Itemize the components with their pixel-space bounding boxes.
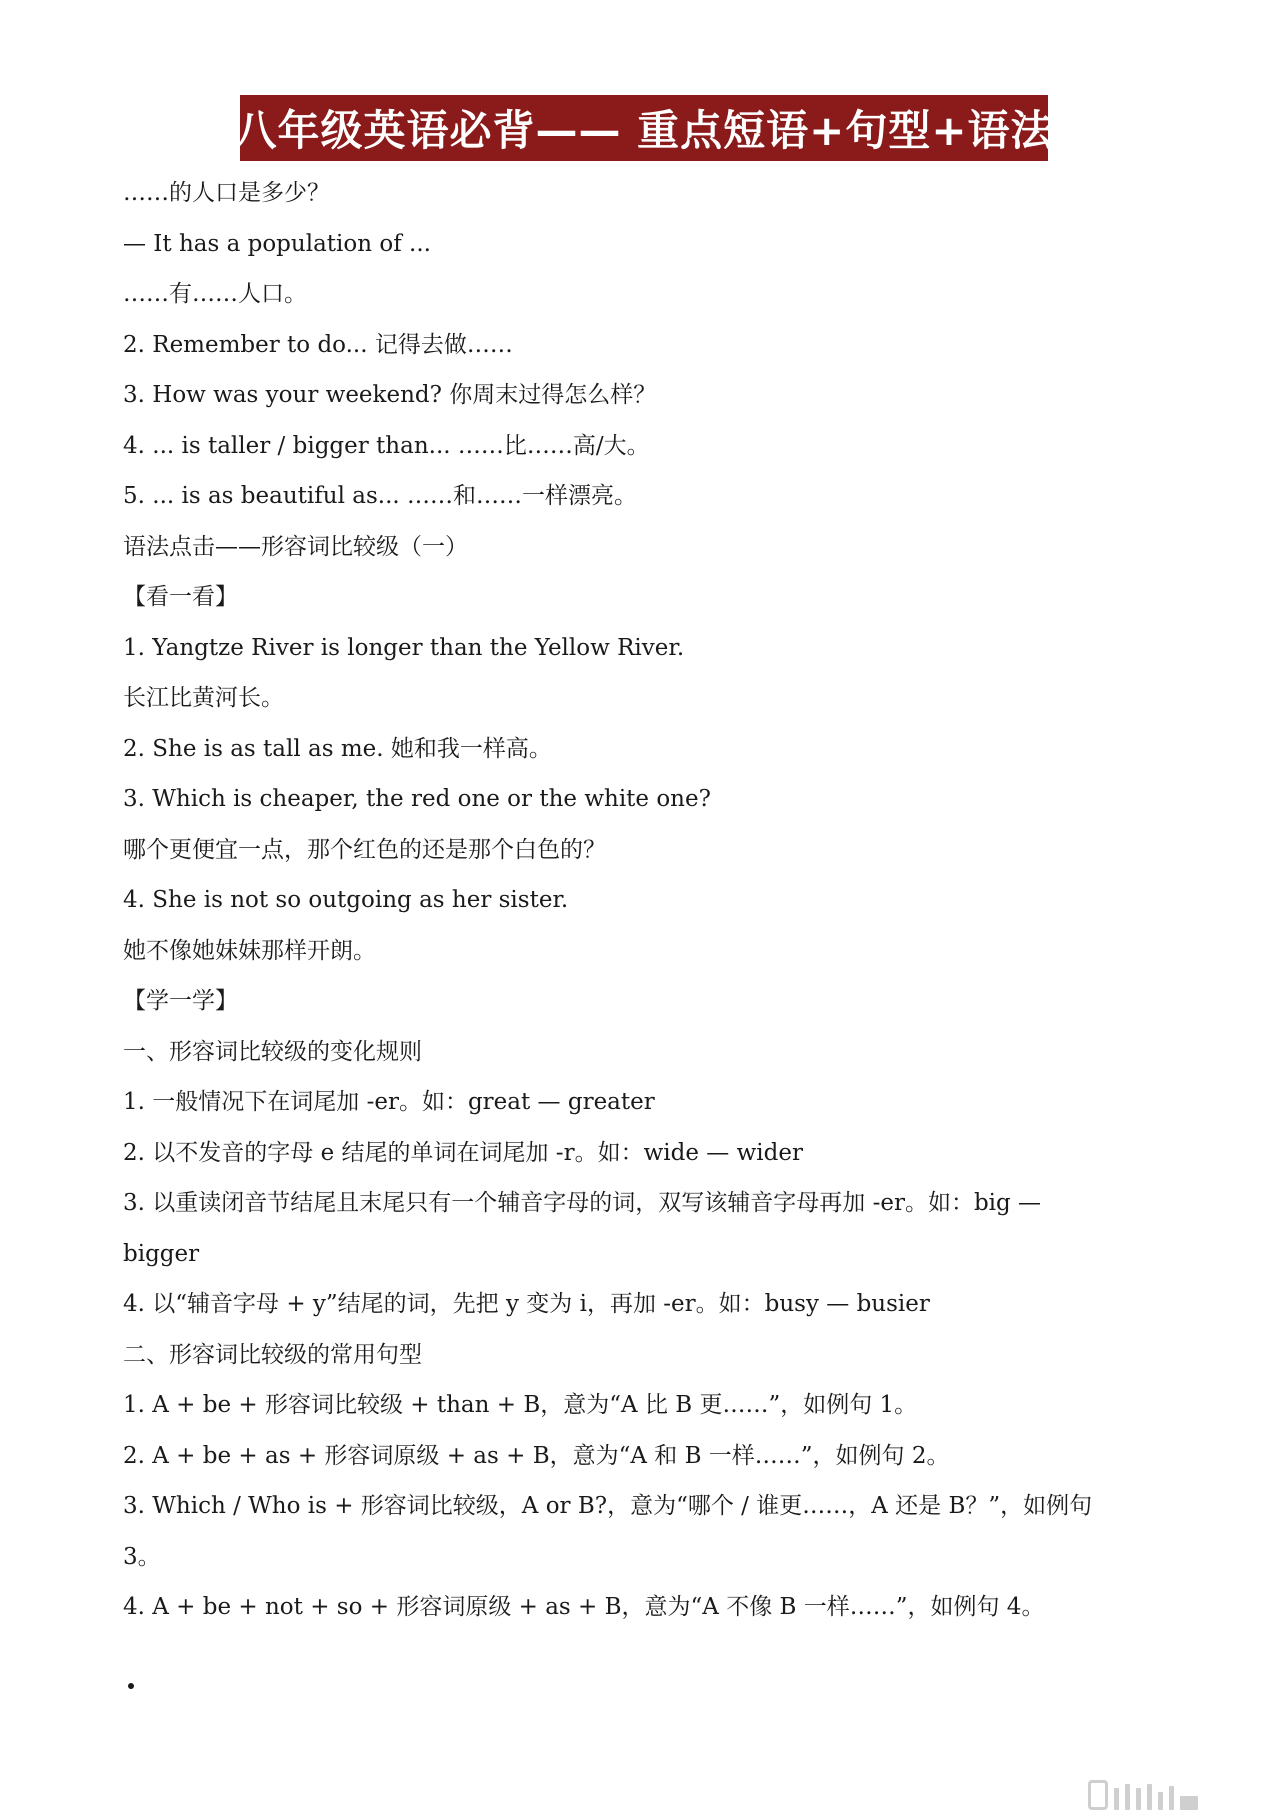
watermark-glyph <box>1125 1784 1130 1810</box>
content-body <box>123 168 1163 1633</box>
watermark-glyph <box>1180 1796 1198 1810</box>
text-line: 1. 一般情况下在词尾加 -er。如：great — greater <box>123 1089 655 1115</box>
text-line: 3. How was your weekend? 你周末过得怎么样？ <box>123 382 657 408</box>
watermark-glyph <box>1136 1788 1141 1810</box>
watermark-glyph <box>1088 1780 1108 1810</box>
text-line: 4. She is not so outgoing as her sister. <box>123 887 569 913</box>
text-line: 2. Remember to do... 记得去做…… <box>123 331 513 358</box>
text-line: 她不像她妹妹那样开朗。 <box>123 937 376 964</box>
watermark-glyph <box>1147 1784 1152 1810</box>
text-line: — It has a population of ... <box>123 230 431 257</box>
watermark-glyph <box>1114 1788 1119 1810</box>
text-line: 3. 以重读闭音节结尾且末尾只有一个辅音字母的词，双写该辅音字母再加 -er。如：big — <box>123 1190 1042 1216</box>
text-line: 哪个更便宜一点，那个红色的还是那个白色的？ <box>123 836 606 863</box>
text-line: 4. ... is taller / bigger than... ……比……高/大。 <box>123 432 650 459</box>
text-line: 2. She is as tall as me. 她和我一样高。 <box>123 735 552 762</box>
text-line: 2. 以不发音的字母 e 结尾的单词在词尾加 -r。如：wide — wider <box>123 1139 803 1166</box>
text-line: 5. ... is as beautiful as... ……和……一样漂亮。 <box>123 483 638 509</box>
text-line: 2. A + be + as + 形容词原级 + as + B，意为“A 和 B 一样……”，如例句 2。 <box>123 1442 950 1469</box>
text-line: 3. Which is cheaper, the red one or the white one? <box>123 786 711 812</box>
text-line: 1. A + be + 形容词比较级 + than + B，意为“A 比 B 更……”，如例句 1。 <box>123 1392 918 1418</box>
watermark-glyph <box>1158 1792 1163 1810</box>
bullet-dot <box>128 1683 134 1689</box>
section-heading: 【学一学】 <box>123 988 238 1014</box>
text-line: 长江比黄河长。 <box>123 685 284 711</box>
section-heading: 二、形容词比较级的常用句型 <box>123 1341 422 1368</box>
text-line: ……的人口是多少？ <box>123 180 330 206</box>
text-line: 3. Which / Who is + 形容词比较级，A or B?，意为“哪个 / 谁更……，A 还是 B？”，如例句 <box>123 1493 1093 1519</box>
text-line: ……有……人口。 <box>123 281 307 307</box>
section-heading: 一、形容词比较级的变化规则 <box>123 1038 422 1065</box>
section-heading: 语法点击——形容词比较级（一） <box>123 533 468 560</box>
watermark-icons <box>1088 1780 1198 1810</box>
section-heading: 【看一看】 <box>123 584 238 610</box>
text-line: 4. 以“辅音字母 + y”结尾的词，先把 y 变为 i，再加 -er。如：busy — busier <box>123 1291 930 1317</box>
text-line: bigger <box>123 1240 200 1267</box>
text-line: 4. A + be + not + so + 形容词原级 + as + B，意为“A 不像 B 一样……”，如例句 4。 <box>123 1594 1045 1620</box>
text-line: 1. Yangtze River is longer than the Yellow River. <box>123 634 685 661</box>
text-line: 3。 <box>123 1543 161 1570</box>
watermark-glyph <box>1169 1786 1174 1810</box>
page-title: 八年级英语必背—— 重点短语+句型+语法 <box>234 106 1054 155</box>
title-banner <box>234 95 1054 161</box>
